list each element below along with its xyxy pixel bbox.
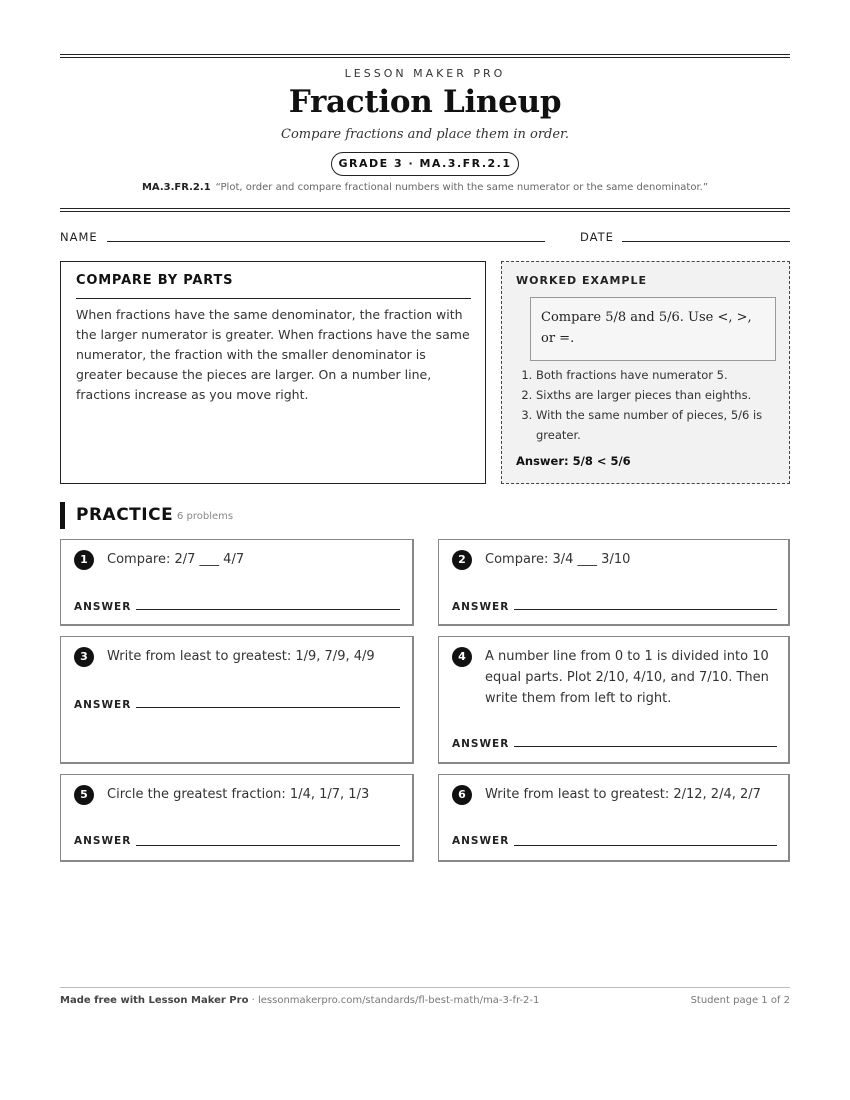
problem-text: Write from least to greatest: 1/9, 7/9, 4/9 <box>107 649 375 664</box>
date-field[interactable] <box>622 241 790 242</box>
answer-field[interactable] <box>514 845 777 846</box>
problem-number-badge: 4 <box>452 647 472 667</box>
worked-example-heading: WORKED EXAMPLE <box>516 274 647 287</box>
problem-card-6 <box>438 774 790 862</box>
footer-made-with: Made free with Lesson Maker Pro <box>60 995 249 1006</box>
problem-number-badge: 5 <box>74 785 94 805</box>
problem-text: Compare: 2/7 ___ 4/7 <box>107 552 245 567</box>
answer-label: ANSWER <box>74 699 132 711</box>
standard-line <box>60 182 790 193</box>
worked-example-box <box>501 261 790 484</box>
brand-name: LESSON MAKER PRO <box>344 67 506 80</box>
answer-field[interactable] <box>136 845 400 846</box>
problem-number-badge: 1 <box>74 550 94 570</box>
example-step: 2. Sixths are larger pieces than eighths. <box>536 385 798 405</box>
practice-count: 6 problems <box>177 511 234 522</box>
problem-text: Compare: 3/4 ___ 3/10 <box>485 552 631 567</box>
page-title: Fraction Lineup <box>288 84 562 120</box>
answer-field[interactable] <box>514 609 777 610</box>
answer-field[interactable] <box>514 746 777 747</box>
problem-card-3 <box>60 636 414 764</box>
problem-number-badge: 6 <box>452 785 472 805</box>
top-double-rule <box>60 54 790 58</box>
answer-label: ANSWER <box>452 835 510 847</box>
answer-label: ANSWER <box>74 601 132 613</box>
page-subtitle: Compare fractions and place them in order. <box>281 127 569 142</box>
answer-label: ANSWER <box>452 738 510 750</box>
footer-page-number: Student page 1 of 2 <box>690 995 790 1006</box>
standard-text: “Plot, order and compare fractional numbers with the same numerator or the same denominator.” <box>215 182 709 193</box>
answer-field[interactable] <box>136 609 400 610</box>
concept-box <box>60 261 486 484</box>
worksheet-page <box>60 0 790 1100</box>
problem-card-5 <box>60 774 414 862</box>
example-answer: Answer: 5/8 < 5/6 <box>516 454 631 468</box>
answer-label: ANSWER <box>74 835 132 847</box>
practice-heading: PRACTICE <box>76 505 174 525</box>
problem-number-badge: 3 <box>74 647 94 667</box>
example-prompt: Compare 5/8 and 5/6. Use <, >, or =. <box>530 297 776 361</box>
footer-credit <box>60 995 539 1006</box>
example-steps <box>516 365 798 445</box>
problem-text: Write from least to greatest: 2/12, 2/4, 2/7 <box>485 787 761 802</box>
footer-url[interactable]: · lessonmakerpro.com/standards/fl-best-math/ma-3-fr-2-1 <box>248 995 540 1006</box>
answer-field[interactable] <box>136 707 400 708</box>
concept-body: When fractions have the same denominator, the fraction with the larger numerator is greater. When fractions have the same numerator, the fraction with the smaller denominator is greater because the pieces are larger. On a number line, fractions increase as you move right. <box>76 307 470 402</box>
problem-card-1 <box>60 539 414 626</box>
problem-card-2 <box>438 539 790 626</box>
footer-rule <box>60 987 790 988</box>
example-step: 3. With the same number of pieces, 5/6 is greater. <box>536 405 798 445</box>
answer-label: ANSWER <box>452 601 510 613</box>
example-step: 1. Both fractions have numerator 5. <box>536 365 798 385</box>
standard-code: MA.3.FR.2.1 <box>141 182 211 193</box>
grade-badge: GRADE 3 · MA.3.FR.2.1 <box>331 152 519 176</box>
header-bottom-rule <box>60 208 790 212</box>
name-label: NAME <box>60 230 98 244</box>
concept-divider <box>76 298 471 299</box>
concept-heading: COMPARE BY PARTS <box>76 273 234 288</box>
practice-accent-bar <box>60 502 65 529</box>
problem-card-4 <box>438 636 790 764</box>
date-label: DATE <box>580 230 614 244</box>
problem-number-badge: 2 <box>452 550 472 570</box>
problem-text: A number line from 0 to 1 is divided into 10 equal parts. Plot 2/10, 4/10, and 7/10. Then write them from left to right. <box>485 649 769 706</box>
name-field[interactable] <box>107 241 545 242</box>
problem-text: Circle the greatest fraction: 1/4, 1/7, 1/3 <box>107 787 370 802</box>
